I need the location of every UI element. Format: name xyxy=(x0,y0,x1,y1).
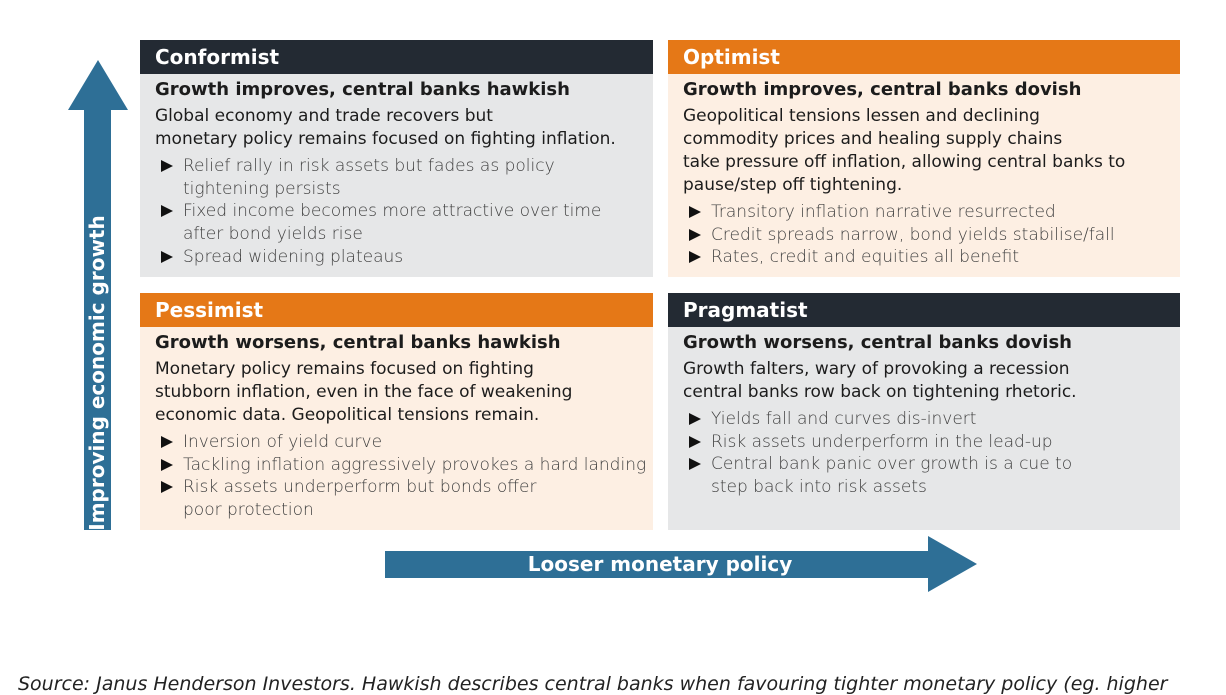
quadrant-optimist xyxy=(668,40,1180,277)
description-line: Growth falters, wary of provoking a recession xyxy=(683,359,1070,379)
bullet-item xyxy=(155,246,643,269)
description-line: Geopolitical tensions lessen and declining xyxy=(683,106,1040,126)
conformist-subtitle: Growth improves, central banks hawkish xyxy=(155,79,570,100)
bullet-line: Risk assets underperform but bonds offer xyxy=(183,477,537,498)
bullet-line: Transitory inflation narrative resurrected xyxy=(711,202,1056,222)
bullet-item xyxy=(683,201,1170,224)
pragmatist-title: Pragmatist xyxy=(668,293,1180,327)
pessimist-description xyxy=(155,358,643,427)
bullet-line: Relief rally in risk assets but fades as policy xyxy=(183,156,555,176)
bullet-line: Inversion of yield curve xyxy=(183,432,383,452)
bullet-line: tightening persists xyxy=(183,178,341,199)
optimist-bullets xyxy=(683,201,1170,269)
horizontal-axis-label: Looser monetary policy xyxy=(527,552,793,576)
bullet-line: after bond yields rise xyxy=(183,224,363,245)
bullet-item xyxy=(155,454,647,477)
description-line: Monetary policy remains focused on fighting xyxy=(155,359,534,379)
bullet-line: Spread widening plateaus xyxy=(183,246,404,267)
description-line: central banks row back on tightening rhetoric. xyxy=(683,382,1077,402)
conformist-bullets xyxy=(155,155,643,269)
bullet-item xyxy=(683,453,1170,498)
bullet-item xyxy=(683,224,1170,247)
conformist-body xyxy=(140,74,653,277)
description-line: economic data. Geopolitical tensions remain. xyxy=(155,405,540,425)
bullet-line: step back into risk assets xyxy=(711,477,927,498)
conformist-description xyxy=(155,105,643,151)
description-line: take pressure off inflation, allowing central banks to xyxy=(683,152,1126,172)
bullet-item xyxy=(155,200,643,245)
quadrant-conformist xyxy=(140,40,653,277)
bullet-line: Tackling inflation aggressively provokes a hard landing xyxy=(183,454,647,475)
bullet-line: Credit spreads narrow, bond yields stabilise/fall xyxy=(711,224,1115,245)
vertical-axis-label: Improving economic growth xyxy=(85,215,109,531)
conformist-title: Conformist xyxy=(140,40,653,74)
optimist-description xyxy=(683,105,1170,197)
pessimist-body xyxy=(140,327,653,530)
bullet-item xyxy=(683,246,1170,269)
bullet-line: Central bank panic over growth is a cue to xyxy=(711,454,1073,475)
pragmatist-description xyxy=(683,358,1170,404)
vertical-growth-arrow xyxy=(60,55,136,535)
bullet-line: Yields fall and curves dis-invert xyxy=(711,409,977,429)
pessimist-bullets xyxy=(155,431,647,522)
horizontal-policy-arrow xyxy=(380,532,985,598)
pessimist-subtitle: Growth worsens, central banks hawkish xyxy=(155,332,561,353)
pessimist-title: Pessimist xyxy=(140,293,653,327)
bullet-line: poor protection xyxy=(183,500,314,521)
optimist-body xyxy=(668,74,1180,277)
bullet-item xyxy=(155,476,643,521)
bullet-line: Risk assets underperform in the lead-up xyxy=(711,431,1053,452)
optimist-subtitle: Growth improves, central banks dovish xyxy=(683,79,1082,100)
bullet-item xyxy=(683,431,1170,454)
bullet-line: Rates, credit and equities all benefit xyxy=(711,247,1020,268)
bullet-item xyxy=(155,155,643,200)
description-line: monetary policy remains focused on fighting inflation. xyxy=(155,129,616,149)
quadrant-pessimist xyxy=(140,293,653,530)
optimist-title: Optimist xyxy=(668,40,1180,74)
bullet-item xyxy=(155,431,643,454)
description-line: stubborn inflation, even in the face of weakening xyxy=(155,382,573,402)
description-line: pause/step off tightening. xyxy=(683,175,903,195)
description-line: commodity prices and healing supply chains xyxy=(683,129,1063,149)
description-line: Global economy and trade recovers but xyxy=(155,106,493,126)
pragmatist-bullets xyxy=(683,408,1170,499)
quadrant-pragmatist xyxy=(668,293,1180,530)
pragmatist-body xyxy=(668,327,1180,530)
bullet-item xyxy=(683,408,1170,431)
source-note: Source: Janus Henderson Investors. Hawkish describes central banks when favouring tighter monetary policy (eg. higher xyxy=(18,673,1168,695)
pragmatist-subtitle: Growth worsens, central banks dovish xyxy=(683,332,1072,353)
bullet-line: Fixed income becomes more attractive over time xyxy=(183,201,602,222)
